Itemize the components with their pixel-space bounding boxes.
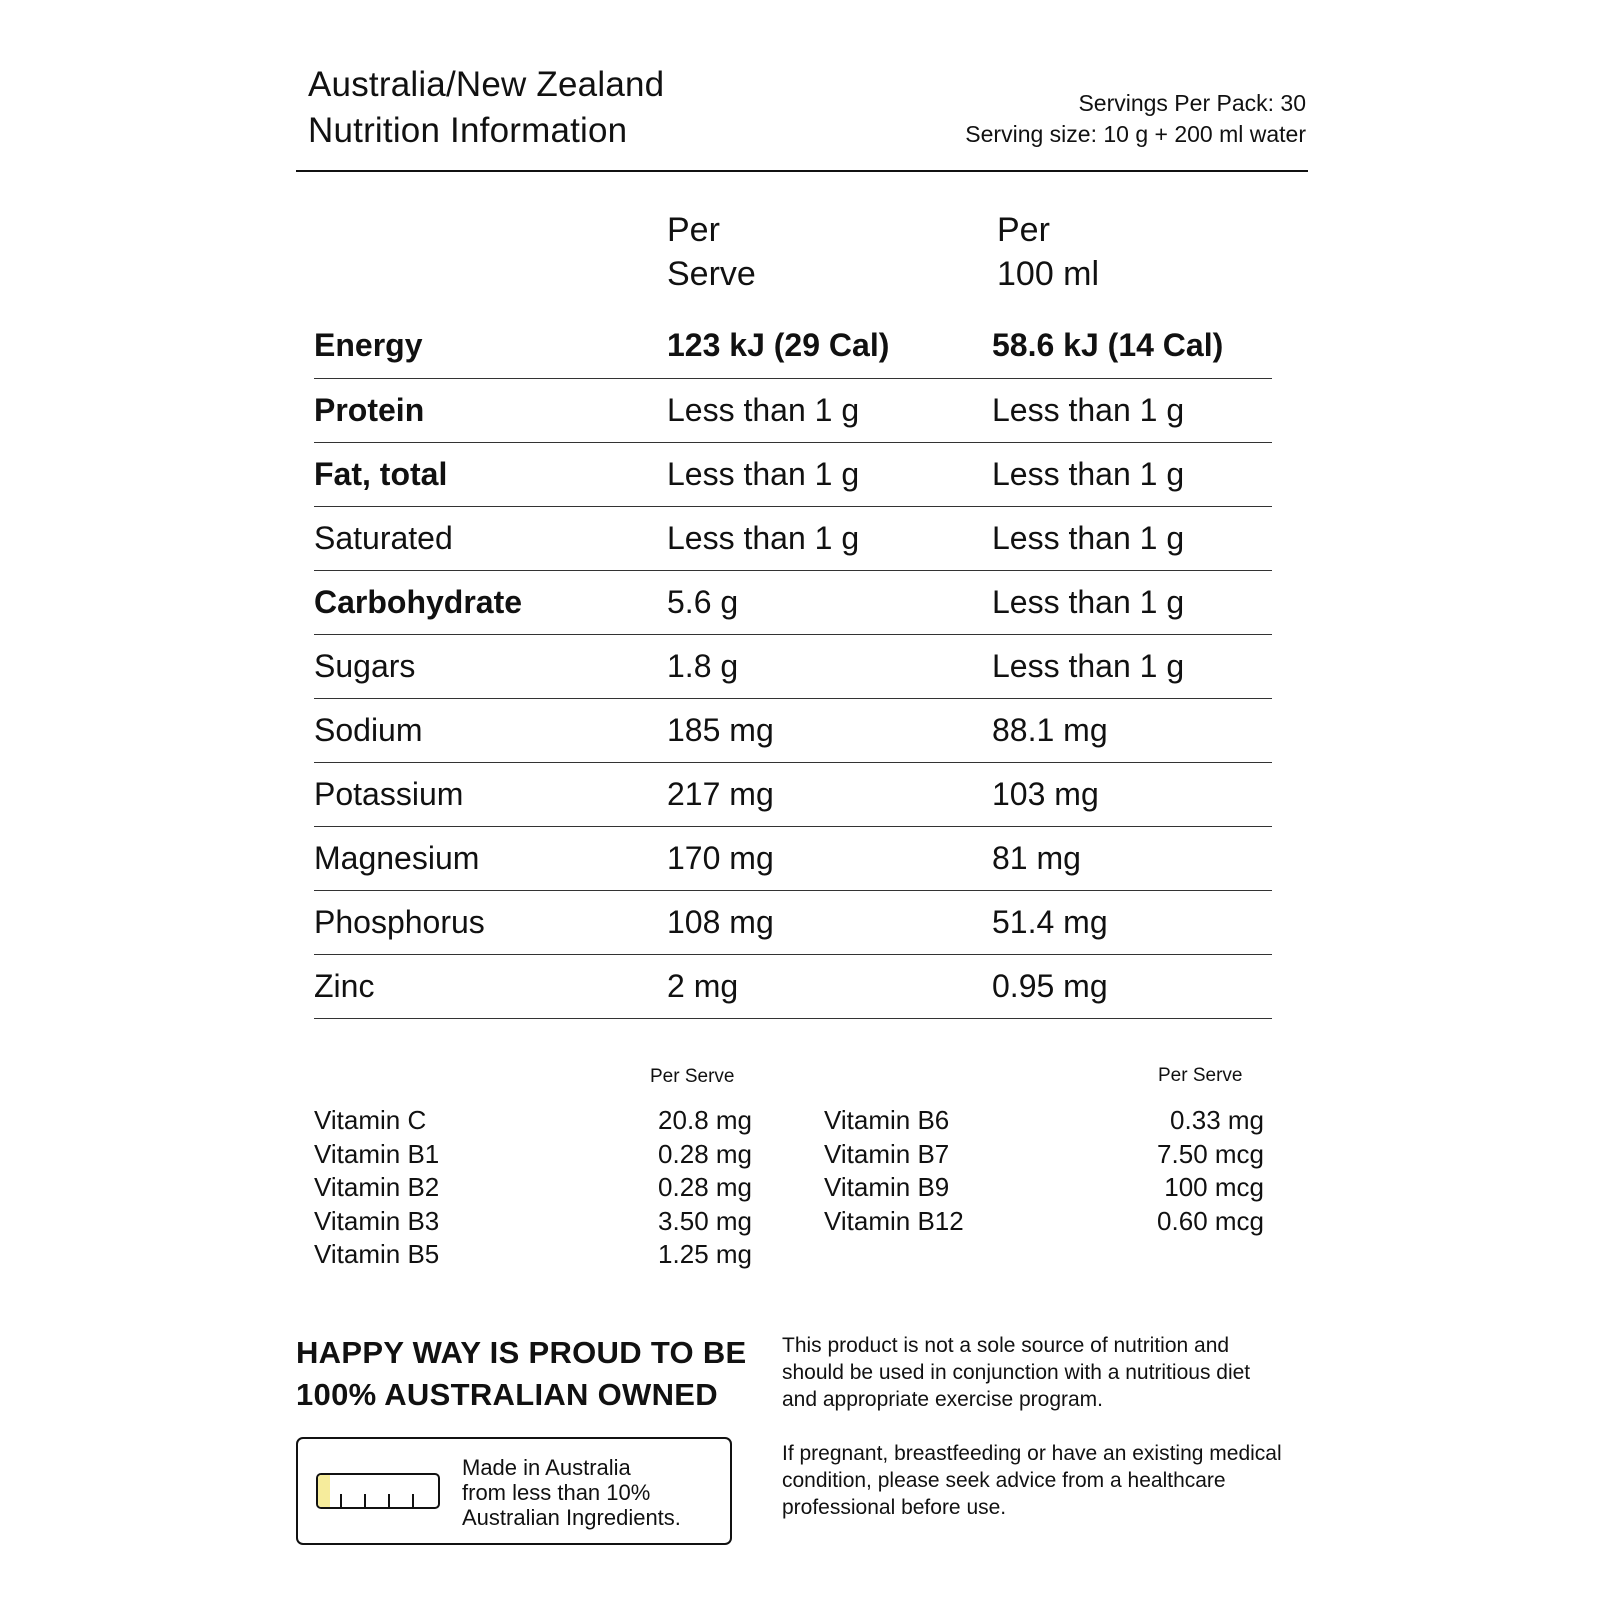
list-item	[314, 1171, 752, 1205]
table-row	[314, 379, 1272, 443]
vitamin-value: 0.60 mcg	[1157, 1205, 1264, 1236]
nutrient-per-serve: 2 mg	[667, 968, 739, 1004]
disclaimer	[782, 1332, 1282, 1548]
nutrient-name: Phosphorus	[314, 904, 485, 940]
nutrition-table	[314, 313, 1272, 1019]
list-item	[824, 1104, 1264, 1138]
nutrient-name: Sodium	[314, 712, 423, 748]
nutrient-name: Sugars	[314, 648, 416, 684]
list-item	[314, 1205, 752, 1239]
australian-ingredients-meter-icon	[316, 1473, 440, 1509]
nutrient-per-serve: 108 mg	[667, 904, 774, 940]
vitamin-name: Vitamin C	[314, 1105, 427, 1135]
vitamin-list-left	[314, 1104, 752, 1272]
vitamin-name: Vitamin B9	[824, 1172, 950, 1202]
table-row	[314, 827, 1272, 891]
nutrient-per-serve: 5.6 g	[667, 584, 739, 620]
column-header-per-100ml-line1: Per	[997, 211, 1050, 249]
nutrient-name: Energy	[314, 327, 423, 363]
meter-tick	[412, 1494, 414, 1507]
serving-info	[965, 88, 1306, 150]
table-row	[314, 507, 1272, 571]
panel-title	[308, 62, 664, 154]
nutrient-name: Zinc	[314, 968, 375, 1004]
nutrient-name: Fat, total	[314, 456, 448, 492]
nutrient-name: Carbohydrate	[314, 584, 523, 620]
made-line-2: from less than 10%	[462, 1480, 651, 1505]
vitamin-value: 100 mcg	[1164, 1172, 1264, 1202]
nutrient-name: Saturated	[314, 520, 453, 556]
header-divider	[296, 170, 1308, 172]
made-in-australia-text	[462, 1455, 681, 1530]
column-header-per-serve-line2: Serve	[667, 255, 756, 293]
nutrient-name: Potassium	[314, 776, 464, 812]
vitamin-name: Vitamin B1	[314, 1138, 440, 1169]
title-line-1: Australia/New Zealand	[308, 65, 665, 104]
table-row	[314, 313, 1272, 379]
nutrient-per-serve: Less than 1 g	[667, 520, 860, 556]
nutrient-per-100ml: Less than 1 g	[992, 648, 1185, 684]
list-item	[314, 1238, 752, 1272]
vitamin-value: 1.25 mg	[658, 1239, 752, 1269]
nutrient-per-100ml: 103 mg	[992, 776, 1099, 812]
australian-owned-heading	[296, 1332, 747, 1416]
nutrient-per-serve: Less than 1 g	[667, 456, 860, 492]
column-header-per-100ml-line2: 100 ml	[997, 255, 1100, 293]
table-row	[314, 955, 1272, 1019]
vitamin-header-right: Per Serve	[1158, 1065, 1243, 1086]
list-item	[824, 1205, 1264, 1239]
list-item	[314, 1104, 752, 1138]
meter-tick	[364, 1494, 366, 1507]
nutrient-per-100ml: Less than 1 g	[992, 584, 1185, 620]
nutrient-per-100ml: 51.4 mg	[992, 904, 1108, 940]
nutrient-per-serve: 185 mg	[667, 712, 774, 748]
vitamin-value: 0.33 mg	[1170, 1105, 1264, 1135]
list-item	[824, 1171, 1264, 1205]
vitamin-name: Vitamin B7	[824, 1138, 950, 1169]
vitamin-value: 20.8 mg	[658, 1105, 752, 1135]
nutrient-per-100ml: 0.95 mg	[992, 968, 1108, 1004]
nutrient-per-serve: 1.8 g	[667, 648, 739, 684]
disclaimer-medical: If pregnant, breastfeeding or have an existing medical condition, please seek advice from a healthcare professional before use.	[782, 1442, 1282, 1519]
made-line-3: Australian Ingredients.	[462, 1505, 681, 1530]
vitamin-value: 0.28 mg	[658, 1138, 752, 1169]
nutrient-per-100ml: Less than 1 g	[992, 456, 1185, 492]
meter-fill	[318, 1475, 330, 1507]
nutrient-per-serve: 217 mg	[667, 776, 774, 812]
proud-line-1: HAPPY WAY IS PROUD TO BE	[296, 1335, 747, 1370]
vitamin-value: 3.50 mg	[658, 1205, 752, 1236]
vitamin-name: Vitamin B12	[824, 1205, 964, 1236]
vitamin-name: Vitamin B2	[314, 1172, 440, 1202]
nutrient-name: Protein	[314, 392, 425, 428]
table-row	[314, 571, 1272, 635]
proud-line-2: 100% AUSTRALIAN OWNED	[296, 1377, 718, 1412]
nutrient-per-100ml: Less than 1 g	[992, 520, 1185, 556]
servings-per-pack: Servings Per Pack: 30	[1078, 90, 1306, 116]
nutrient-per-serve: 123 kJ (29 Cal)	[667, 327, 890, 363]
nutrient-per-100ml: 88.1 mg	[992, 712, 1108, 748]
vitamin-value: 7.50 mcg	[1157, 1138, 1264, 1169]
column-header-per-100ml	[997, 208, 1099, 296]
meter-tick	[340, 1494, 342, 1507]
vitamin-value: 0.28 mg	[658, 1172, 752, 1202]
table-row	[314, 891, 1272, 955]
vitamin-header-left: Per Serve	[650, 1066, 735, 1087]
vitamin-name: Vitamin B6	[824, 1105, 950, 1135]
nutrient-per-100ml: Less than 1 g	[992, 392, 1185, 428]
nutrient-per-serve: Less than 1 g	[667, 392, 860, 428]
nutrient-per-100ml: 58.6 kJ (14 Cal)	[992, 327, 1224, 363]
vitamin-name: Vitamin B5	[314, 1239, 440, 1269]
list-item	[824, 1138, 1264, 1172]
vitamin-name: Vitamin B3	[314, 1205, 440, 1236]
serving-size: Serving size: 10 g + 200 ml water	[965, 121, 1306, 147]
meter-tick	[388, 1494, 390, 1507]
list-item	[314, 1138, 752, 1172]
nutrient-per-serve: 170 mg	[667, 840, 774, 876]
table-row	[314, 635, 1272, 699]
disclaimer-nutrition: This product is not a sole source of nutrition and should be used in conjunction with a nutritious diet and appropriate exercise program.	[782, 1334, 1251, 1411]
column-header-per-serve	[667, 208, 756, 296]
table-row	[314, 699, 1272, 763]
nutrient-name: Magnesium	[314, 840, 480, 876]
country-of-origin-label	[296, 1437, 732, 1545]
vitamin-list-right	[824, 1104, 1264, 1238]
table-row	[314, 763, 1272, 827]
column-header-per-serve-line1: Per	[667, 211, 720, 249]
nutrient-per-100ml: 81 mg	[992, 840, 1081, 876]
made-line-1: Made in Australia	[462, 1455, 631, 1480]
title-line-2: Nutrition Information	[308, 111, 628, 150]
table-row	[314, 443, 1272, 507]
